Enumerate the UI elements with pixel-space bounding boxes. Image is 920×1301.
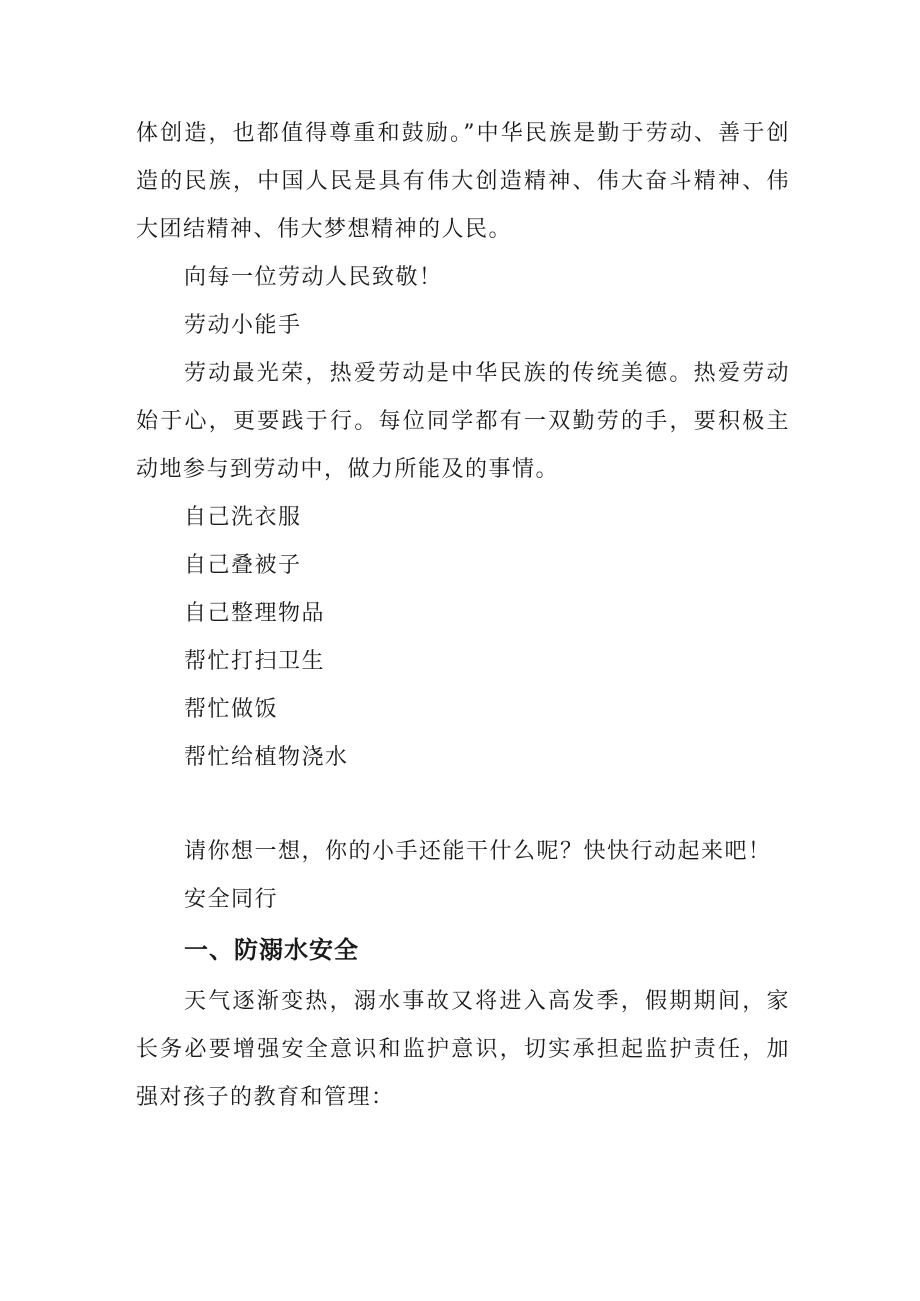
- list-item-wash-clothes: 自己洗衣服: [184, 505, 302, 530]
- section-title-labor-helper: 劳动小能手: [184, 313, 302, 338]
- list-item-watering: 帮忙给植物浇水: [184, 745, 349, 770]
- paragraph-creation: 体创造，也都值得尊重和鼓励。”中华民族是勤于劳动、善于创造的民族，中国人民是具有伟大创造精神、伟大奋斗精神、伟大团结精神、伟大梦想精神的人民。: [136, 121, 790, 242]
- paragraph-labor-glory: 劳动最光荣，热爱劳动是中华民族的传统美德。热爱劳动始于心，更要践于行。每位同学都有一双勤劳的手，要积极主动地参与到劳动中，做力所能及的事情。: [136, 361, 790, 482]
- section-title-safety: 安全同行: [184, 887, 279, 912]
- document-page: [136, 110, 790, 1122]
- heading-drowning-prevention: 一、防溺水安全: [184, 936, 359, 964]
- spacer: [136, 782, 790, 828]
- list-item-cooking: 帮忙做饭: [184, 697, 279, 722]
- list-item-organize: 自己整理物品: [184, 601, 326, 626]
- list-item-fold-quilt: 自己叠被子: [184, 553, 302, 578]
- paragraph-salute: 向每一位劳动人民致敬！: [184, 265, 443, 290]
- list-item-cleaning: 帮忙打扫卫生: [184, 649, 326, 674]
- paragraph-think: 请你想一想，你的小手还能干什么呢？快快行动起来吧！: [184, 839, 772, 864]
- paragraph-drowning: 天气逐渐变热，溺水事故又将进入高发季，假期期间，家长务必要增强安全意识和监护意识，切实承担起监护责任，加强对孩子的教育和管理：: [136, 989, 790, 1110]
